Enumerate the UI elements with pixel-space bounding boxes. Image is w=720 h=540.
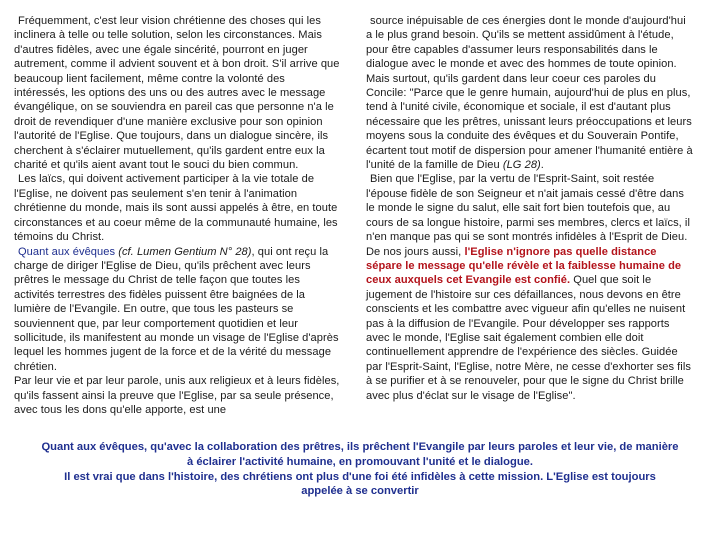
left-paragraph-1: Fréquemment, c'est leur vision chrétienne des choses qui les inclinera à telle ou telle solution, selon les circonstances. Mais d'autres fidèles, avec une égale sincérité, pourront en juger autrement, comme il advient souvent et à bon droit. S'il arrive que beaucoup lient facilement, même contre la volonté des intéressés, les options des uns ou des autres avec le message évangélique, on se souviendra en pareil cas que personne n'a le droit de revendiquer d'une manière exclusive pour son opinion l'autorité de l'Eglise. Que toujours, dans un dialogue sincère, ils cherchent à s'éclairer mutuellement, qu'ils gardent entre eux la charité et qu'ils aient avant tout le souci du bien commun. xyxy=(14,15,340,172)
bishops-lead: Quant aux évêques xyxy=(18,245,116,258)
highlighted-statement: l'Eglise n'ignore pas quelle distance sépare le message qu'elle révèle et la faiblesse humaine de ceux auxquels cet Evangile est confié. xyxy=(366,245,682,287)
summary-footer xyxy=(0,440,720,499)
right-paragraph-2-rest: Quel que soit le jugement de l'histoire sur ces défaillances, nous devons en être conscients et les combattre avec vigueur afin qu'elles ne nuisent pas à la diffusion de l'Evangile. Pour développer ses rapports avec le monde, l'Eglise sait également combien elle doit continuellement apprendre de l'expérience des siècles. Guidée par l'Esprit-Saint, l'Eglise, notre Mère, ne cesse d'exhorter ses fils à se purifier et à se renouveler, pour que le signe du Christ brille avec plus d'éclat sur le visage de l'Eglise". xyxy=(366,274,691,402)
footer-line-1: Quant aux évêques, qu'avec la collaboration des prêtres, ils prêchent l'Evangile par leurs paroles et leur vie, de manière xyxy=(41,441,679,453)
right-paragraph-2 xyxy=(366,172,693,403)
footer-line-3: Il est vrai que dans l'histoire, des chrétiens ont plus d'une foi été infidèles à cette mission. L'Eglise est toujours xyxy=(64,470,656,483)
footer-line-2: à éclairer l'activité humaine, en promouvant l'unité et le dialogue. xyxy=(186,455,533,468)
right-paragraph-1 xyxy=(366,14,693,172)
left-paragraph-2: Les laïcs, qui doivent activement participer à la vie totale de l'Eglise, ne doivent pas seulement s'en tenir à l'animation chrétienne du monde, mais ils sont aussi appelés à être, en toute circonstances et au coeur même de la communauté humaine, les témoins du Christ. xyxy=(14,173,338,244)
left-paragraph-3 xyxy=(14,245,341,375)
left-column xyxy=(14,14,341,417)
right-column xyxy=(366,14,693,403)
right-paragraph-1-text: source inépuisable de ces énergies dont le monde d'aujourd'hui a le plus grand besoin. Qu'ils se mettent assidûment à l'étude, pour être capables d'assumer leurs responsabilités dans le dialogue avec le monde et avec des hommes de toute opinion. Mais surtout, qu'ils gardent dans leur coeur ces paroles du Concile: "Parce que le genre humain, aujourd'hui de plus en plus, tend à l'unité civile, économique et sociale, il est d'autant plus nécessaire que les prêtres, unissant leurs préoccupations et leurs moyens sous la conduite des évêques et du Souverain Pontife, écartent tout motif de dispersion pour amener l'humanité entière à l'unité de la famille de Dieu xyxy=(366,15,693,172)
left-paragraph-3-text: , qui ont reçu la charge de diriger l'Eglise de Dieu, qu'ils prêchent avec leurs prêtres le message du Christ de telle façon que toutes les activités terrestres des fidèles puissent être baignées de la lumière de l'Evangile. En outre, que tous les pasteurs se souviennent que, par leur comportement quotidien et leur sollicitude, ils manifestent au monde un visage de l'Eglise d'après lequel les hommes jugent de la force et de la vérité du message chrétien. xyxy=(14,245,339,373)
right-paragraph-2-start: Bien que l'Eglise, par la vertu de l'Esprit-Saint, soit restée l'épouse fidèle de son Seigneur et n'ait jamais cessé d'être dans le monde le signe du salut, elle sait fort bien toutefois que, au cours de sa longue histoire, parmi ses membres, clercs et laïcs, il n'en manque pas qui se sont montrés infidèles à l'Esprit de Dieu. De nos jours aussi, xyxy=(366,173,690,258)
lg-reference: (LG 28) xyxy=(499,159,541,172)
left-paragraph-4: Par leur vie et par leur parole, unis aux religieux et à leurs fidèles, qu'ils fassent ainsi la preuve que l'Eglise, par sa seule présence, avec tous les dons qu'elle apporte, est une xyxy=(14,375,340,416)
lumen-gentium-reference: (cf. Lumen Gentium N° 28) xyxy=(115,245,252,258)
footer-line-4: appelée à se convertir xyxy=(301,485,419,498)
right-paragraph-1-end: . xyxy=(540,159,544,172)
